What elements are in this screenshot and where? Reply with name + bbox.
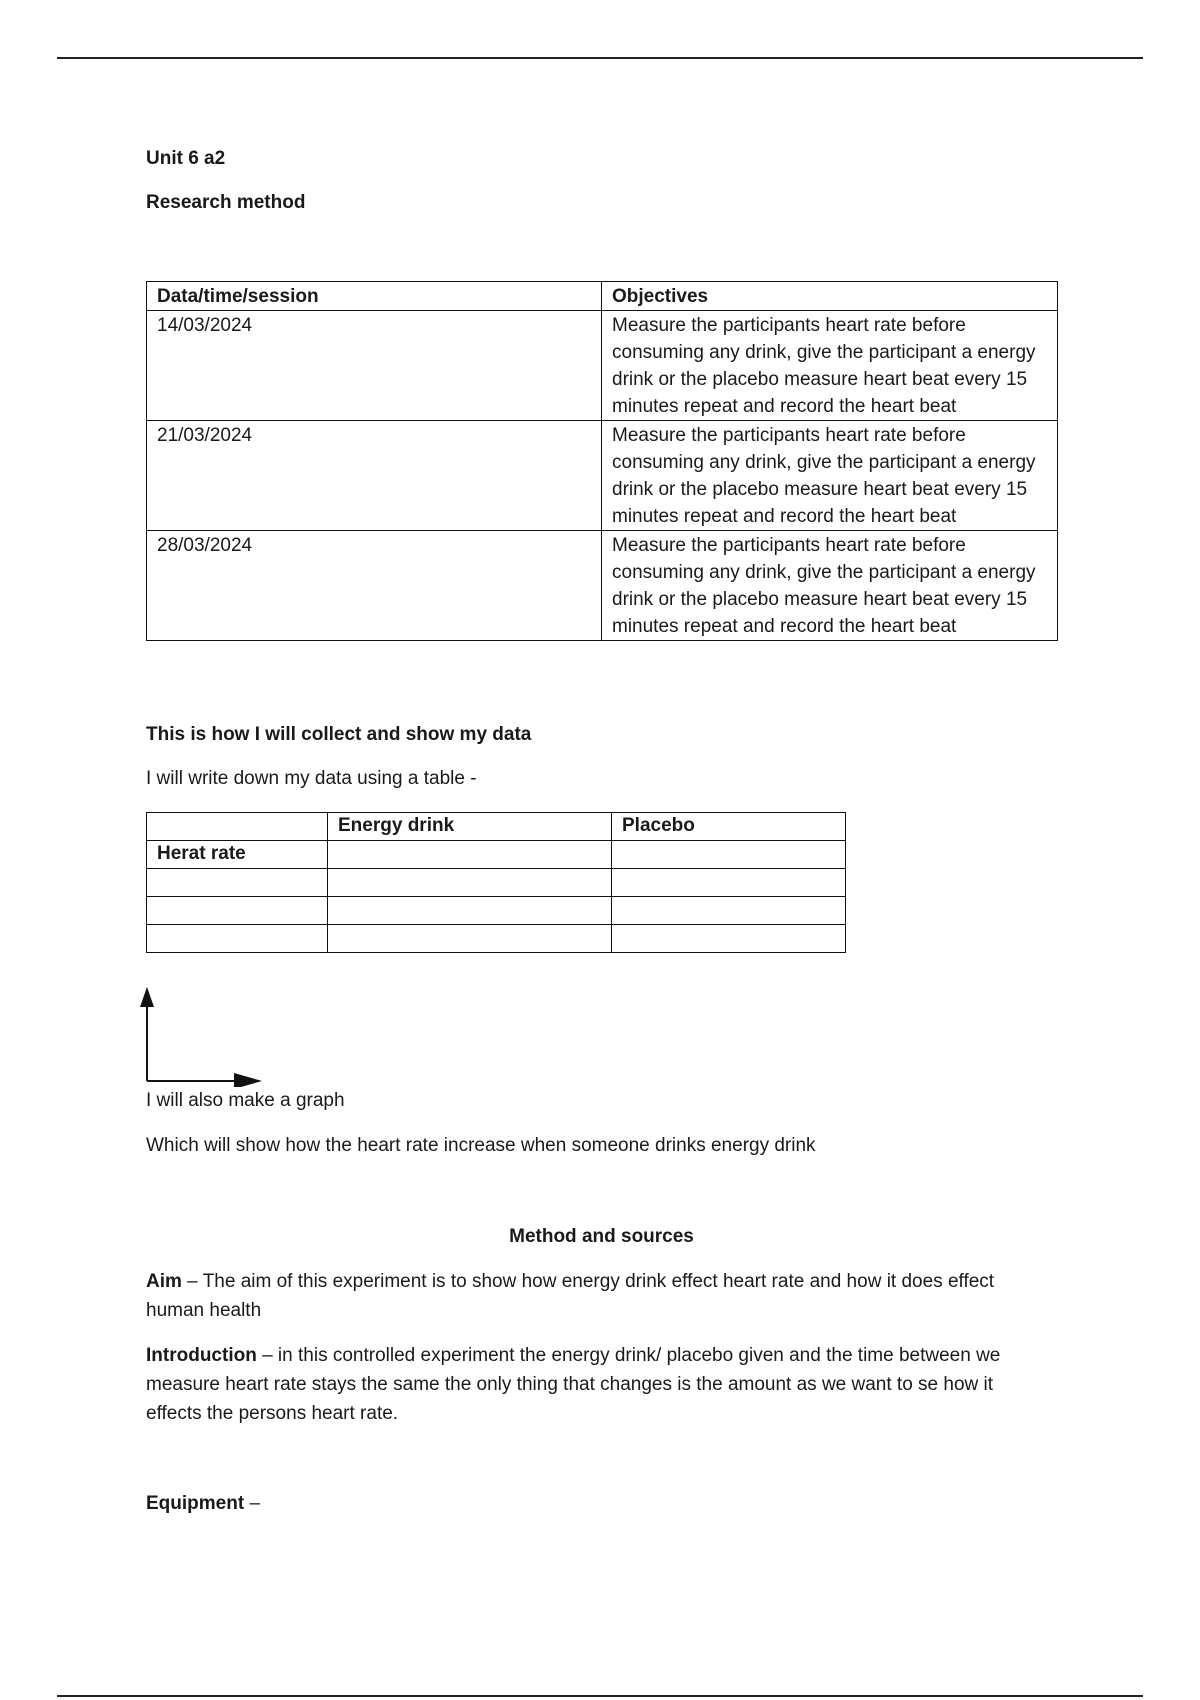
table-row <box>147 531 1058 641</box>
table-cell <box>612 841 846 869</box>
column-header-blank <box>147 813 328 841</box>
graph-line-1: I will also make a graph <box>146 1090 345 1111</box>
table-row <box>147 311 1058 421</box>
header-rule <box>57 57 1143 59</box>
table-header-row <box>147 282 1058 311</box>
column-header-energy-drink: Energy drink <box>328 813 612 841</box>
section-title: Research method <box>146 192 306 213</box>
column-header-placebo: Placebo <box>612 813 846 841</box>
introduction-text: – in this controlled experiment the energy drink/ placebo given and the time between we measure heart rate stays the same the only thing that changes is the amount as we want to se how it effects the persons heart rate. <box>146 1345 1001 1424</box>
table-row <box>147 421 1058 531</box>
table-cell <box>328 925 612 953</box>
introduction-paragraph <box>146 1341 1046 1428</box>
unit-title: Unit 6 a2 <box>146 148 226 169</box>
session-objective: Measure the participants heart rate before consuming any drink, give the participant a energy drink or the placebo measure heart beat every 15 minutes repeat and record the heart beat <box>602 421 1058 531</box>
sessions-table <box>146 281 1058 641</box>
aim-label: Aim <box>146 1271 182 1292</box>
aim-text: – The aim of this experiment is to show how energy drink effect heart rate and how it does effect human health <box>146 1271 995 1321</box>
table-row <box>147 897 846 925</box>
table-cell <box>328 841 612 869</box>
column-header-date: Data/time/session <box>147 282 602 311</box>
table-cell <box>147 869 328 897</box>
equipment-label: Equipment <box>146 1493 245 1514</box>
session-objective: Measure the participants heart rate before consuming any drink, give the participant a energy drink or the placebo measure heart beat every 15 minutes repeat and record the heart beat <box>602 531 1058 641</box>
table-cell <box>612 897 846 925</box>
table-cell <box>328 897 612 925</box>
table-cell <box>147 897 328 925</box>
table-cell <box>147 925 328 953</box>
table-row <box>147 869 846 897</box>
table-cell <box>328 869 612 897</box>
collect-heading: This is how I will collect and show my data <box>146 724 532 745</box>
footer-rule <box>57 1695 1143 1697</box>
graph-axes-sketch <box>140 985 270 1087</box>
equipment-paragraph <box>146 1489 260 1518</box>
graph-line-2: Which will show how the heart rate increase when someone drinks energy drink <box>146 1135 816 1156</box>
method-heading: Method and sources <box>509 1226 694 1247</box>
y-axis-arrowhead <box>140 987 154 1007</box>
session-date: 21/03/2024 <box>147 421 602 531</box>
table-row <box>147 841 846 869</box>
equipment-text: – <box>244 1493 261 1514</box>
session-objective: Measure the participants heart rate before consuming any drink, give the participant a energy drink or the placebo measure heart beat every 15 minutes repeat and record the heart beat <box>602 311 1058 421</box>
table-header-row <box>147 813 846 841</box>
results-table <box>146 812 846 953</box>
x-axis-arrowhead <box>234 1073 262 1087</box>
table-cell <box>612 925 846 953</box>
session-date: 14/03/2024 <box>147 311 602 421</box>
column-header-objectives: Objectives <box>602 282 1058 311</box>
table-cell <box>612 869 846 897</box>
session-date: 28/03/2024 <box>147 531 602 641</box>
table-intro-text: I will write down my data using a table - <box>146 768 477 789</box>
table-row <box>147 925 846 953</box>
row-header-heart-rate: Herat rate <box>147 841 328 869</box>
introduction-label: Introduction <box>146 1345 257 1366</box>
aim-paragraph <box>146 1267 1046 1325</box>
